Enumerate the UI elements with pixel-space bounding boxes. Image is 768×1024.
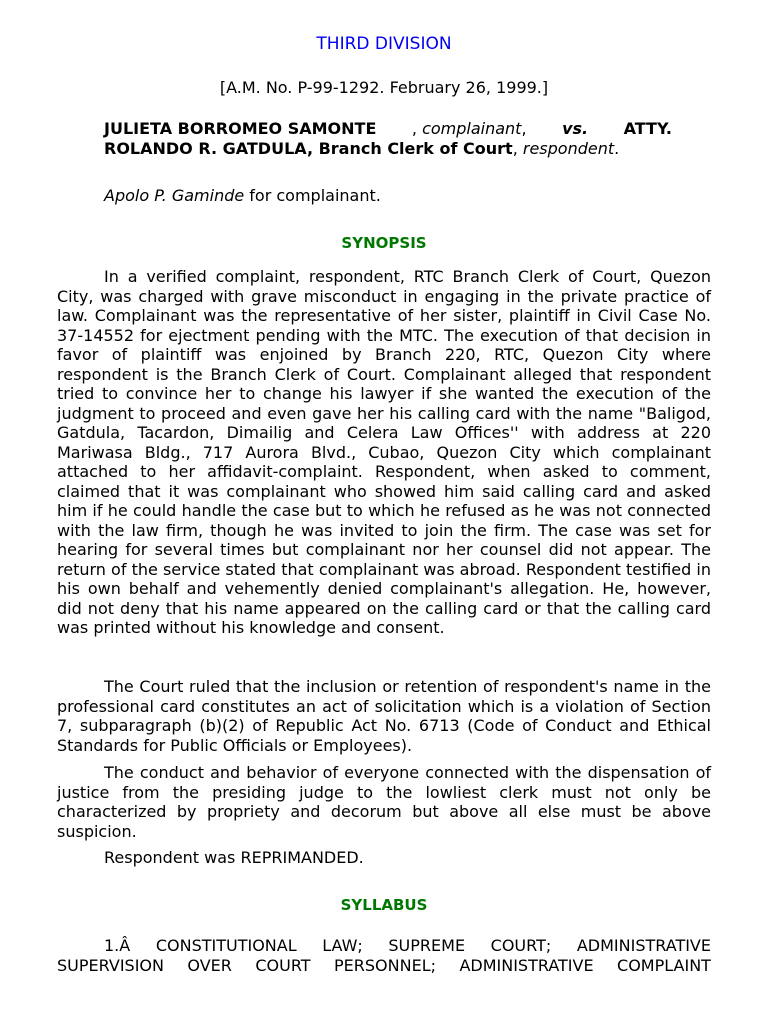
respondent-role: respondent bbox=[522, 139, 615, 158]
synopsis-paragraph: The Court ruled that the inclusion or retention of respondent's name in the professional card constitutes an act of solicitation which is a violation of Section 7, subparagraph (b)(2) of Republic Act No. 6713 (Code of Conduct and Ethical Standards for Public Officials or Employees). bbox=[57, 677, 711, 755]
syllabus-word: 1.Â bbox=[104, 936, 131, 955]
division-heading: THIRD DIVISION bbox=[316, 34, 452, 54]
synopsis-heading: SYNOPSIS bbox=[341, 234, 427, 252]
counsel-name: Apolo P. Gaminde bbox=[104, 186, 245, 205]
case-number: [A.M. No. P-99-1292. February 26, 1999.] bbox=[219, 78, 549, 97]
counsel-text: for complainant. bbox=[249, 186, 381, 205]
syllabus-word: ADMINISTRATIVE bbox=[576, 936, 711, 955]
syllabus-row-1 bbox=[57, 936, 711, 956]
synopsis-paragraph: The conduct and behavior of everyone connected with the dispensation of justice from the presiding judge to the lowliest clerk must not only be characterized by propriety and decorum but above all else must be above suspicion. bbox=[57, 763, 711, 841]
respondent-title: ATTY. bbox=[623, 119, 672, 138]
parties-block: JULIETA BORROMEO SAMONTE , complainant, vs. ATTY. ROLANDO R. GATDULA, Branch Clerk of Court, respondent. bbox=[104, 119, 672, 158]
syllabus-word: COMPLAINT bbox=[617, 955, 711, 975]
syllabus-word: SUPREME bbox=[388, 936, 466, 955]
syllabus-row-2 bbox=[57, 956, 711, 976]
synopsis-paragraph: In a verified complaint, respondent, RTC Branch Clerk of Court, Quezon City, was charged with grave misconduct in engaging in the private practice of law. Complainant was the representative of her sister, plaintiff in Civil Case No. 37-14552 for ejectment pending with the MTC. The execution of that decision in favor of plaintiff was enjoined by Branch 220, RTC, Quezon City where respondent is the Branch Clerk of Court. Complainant alleged that respondent tried to convince her to change his lawyer if she wanted the execution of the judgment to proceed and even gave her his calling card with the name "Baligod, Gatdula, Tacardon, Dimailig and Celera Law Offices'' with address at 220 Mariwasa Bldg., 717 Aurora Blvd., Cubao, Quezon City which complainant attached to her affidavit-complaint. Respondent, when asked to comment, claimed that it was complainant who showed him said calling card and asked him if he could handle the case but to which he refused as he was not connected with the law firm, though he was invited to join the firm. The case was set for hearing for several times but complainant nor her counsel did not appear. The return of the service stated that complainant was abroad. Respondent testified in his own behalf and vehemently denied complainant's allegation. He, however, did not deny that his name appeared on the calling card or that the calling card was printed without his knowledge and consent. bbox=[57, 267, 711, 637]
syllabus-word: OVER bbox=[187, 955, 232, 975]
counsel-line bbox=[104, 186, 672, 206]
syllabus-word: COURT; bbox=[490, 936, 552, 955]
syllabus-word: CONSTITUTIONAL bbox=[155, 936, 297, 955]
syllabus-word: LAW; bbox=[322, 936, 363, 955]
syllabus-word: SUPERVISION bbox=[57, 955, 164, 975]
complainant-role: complainant bbox=[422, 119, 522, 138]
versus-text: vs. bbox=[562, 119, 589, 138]
complainant-name: JULIETA BORROMEO SAMONTE bbox=[104, 119, 377, 138]
syllabus-word: ADMINISTRATIVE bbox=[459, 955, 594, 975]
syllabus-heading: SYLLABUS bbox=[340, 896, 428, 914]
syllabus-word: COURT bbox=[255, 955, 311, 975]
synopsis-paragraph: Respondent was REPRIMANDED. bbox=[104, 848, 364, 867]
respondent-name: ROLANDO R. GATDULA, Branch Clerk of Court bbox=[104, 139, 513, 158]
syllabus-item bbox=[57, 936, 711, 975]
syllabus-word: PERSONNEL; bbox=[334, 955, 436, 975]
